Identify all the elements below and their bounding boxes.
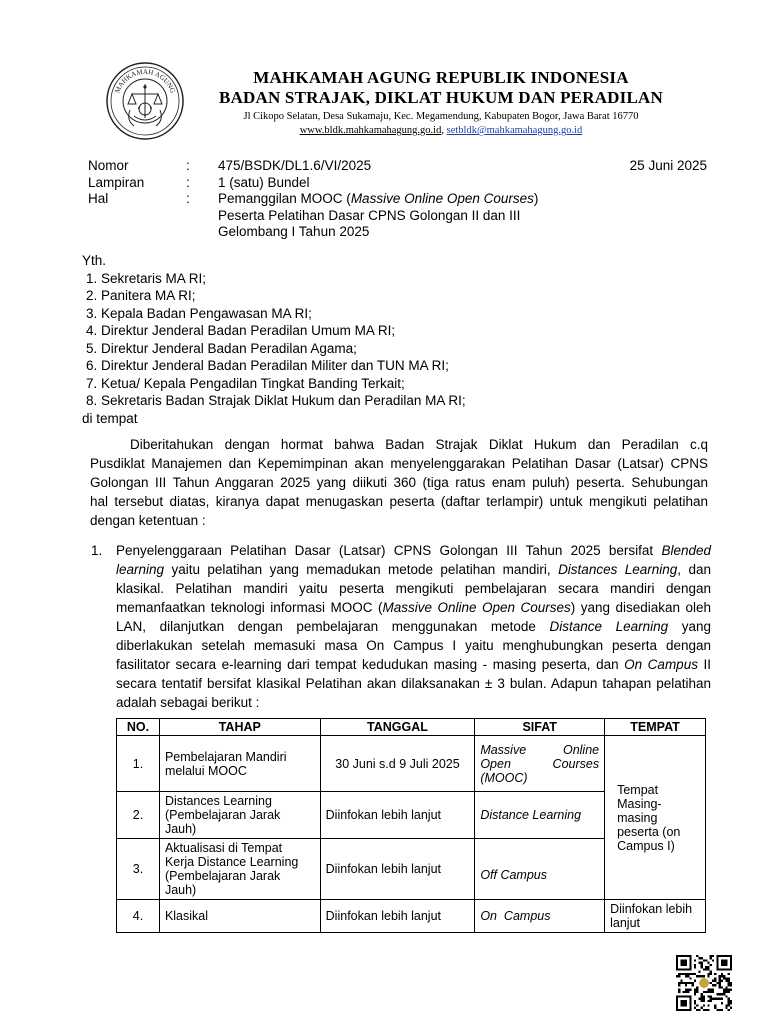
- nomor-value: 475/BSDK/DL1.6/VI/2025: [218, 158, 372, 173]
- recipient-item: 1. Sekretaris MA RI;: [101, 270, 466, 288]
- svg-text:MAHKAMAH AGUNG: MAHKAMAH AGUNG: [113, 67, 177, 95]
- recipient-item: 2. Panitera MA RI;: [101, 287, 466, 305]
- recipient-item: 4. Direktur Jenderal Badan Peradilan Umum MA RI;: [101, 322, 466, 340]
- salutation: Yth.: [82, 253, 107, 268]
- email-link[interactable]: setbldk@mahkamahagung.go.id: [446, 125, 583, 136]
- table-row: 3. Aktualisasi di Tempat Kerja Distance Learning (Pembelajaran Jarak Jauh) Diinfokan lebih lanjut Off Campus: [117, 839, 706, 900]
- header-tanggal: TANGGAL: [320, 719, 475, 736]
- lampiran-label: Lampiran: [88, 174, 145, 190]
- contact-line: [196, 124, 686, 137]
- point-number: 1.: [91, 543, 103, 558]
- table-row: 2. Distances Learning (Pembelajaran Jarak Jauh) Diinfokan lebih lanjut Distance Learning: [117, 792, 706, 839]
- tempat-merged-cell: Tempat Masing-masing peserta (on Campus I): [605, 736, 706, 900]
- address: Jl Cikopo Selatan, Desa Sukamaju, Kec. Megamendung, Kabupaten Bogor, Jawa Barat 16770: [243, 111, 639, 122]
- nomor-colon: :: [186, 158, 190, 173]
- recipient-item: 5. Direktur Jenderal Badan Peradilan Agama;: [101, 340, 466, 358]
- header-sifat: SIFAT: [475, 719, 605, 736]
- supreme-court-logo: [104, 60, 186, 142]
- hal-value: Pemanggilan MOOC (Massive Online Open Courses) Peserta Pelatihan Dasar CPNS Golongan II dan III Gelombang I Tahun 2025: [218, 191, 539, 239]
- recipient-item: 8. Sekretaris Badan Strajak Diklat Hukum dan Peradilan MA RI;: [101, 392, 466, 410]
- website-link[interactable]: www.bldk.mahkamahagung.go.id: [299, 125, 442, 136]
- stages-table: [116, 718, 706, 933]
- intro-paragraph: Diberitahukan dengan hormat bahwa Badan Strajak Diklat Hukum dan Peradilan c.q Pusdiklat Manajemen dan Kepemimpinan akan menyelenggarakan Pelatihan Dasar (Latsar) CPNS Golongan III Tahun Anggaran 2025 yang diikuti 360 (tiga ratus enam puluh) peserta. Sehubungan hal tersebut diatas, kiranya dapat menugaskan peserta (daftar terlampir) untuk mengikuti pelatihan dengan ketentuan :: [90, 437, 708, 528]
- hal-label: Hal: [88, 191, 109, 206]
- contact-separator: ,: [441, 125, 447, 136]
- header-tempat: TEMPAT: [605, 719, 706, 736]
- table-header-row: [117, 719, 706, 736]
- lampiran-value: 1 (satu) Bundel: [218, 174, 310, 190]
- nomor-label: Nomor: [88, 158, 129, 173]
- agency-name: BADAN STRAJAK, DIKLAT HUKUM DAN PERADILAN: [219, 88, 663, 107]
- header-no: NO.: [117, 719, 160, 736]
- letterhead: [196, 68, 686, 137]
- letter-date: 25 Juni 2025: [629, 158, 707, 173]
- recipient-item: 3. Kepala Badan Pengawasan MA RI;: [101, 305, 466, 323]
- qr-code: [676, 955, 732, 1011]
- table-row: 4. Klasikal Diinfokan lebih lanjut On Campus Diinfokan lebih lanjut: [117, 900, 706, 933]
- recipient-item: 6. Direktur Jenderal Badan Peradilan Militer dan TUN MA RI;: [101, 357, 466, 375]
- table-row: 1. Pembelajaran Mandiri melalui MOOC 30 Juni s.d 9 Juli 2025 Massive Online Open Courses (MOOC) Tempat Masing-masing peserta (on Campus I): [117, 736, 706, 792]
- closing: di tempat: [82, 410, 138, 426]
- point-1: 1. Penyelenggaraan Pelatihan Dasar (Latsar) CPNS Golongan III Tahun 2025 bersifat Blended learning yaitu pelatihan yang memadukan metode pelatihan mandiri, Distances Learning, dan klasikal. Pelatihan mandiri yaitu peserta mengikuti pembelajaran secara mandiri dengan memanfaatkan teknologi informasi MOOC (Massive Online Open Courses) yang disediakan oleh LAN, dilanjutkan dengan pembelajaran menggunakan metode Distance Learning yang diberlakukan setelah memasuki masa On Campus I yaitu menghubungkan peserta dengan fasilitator secara e-learning dari tempat kedudukan masing - masing peserta, dan On Campus II secara tentatif bersifat klasikal Pelatihan akan dilaksanakan ± 3 bulan. Adapun tahapan pelatihan adalah sebagai berikut :: [91, 543, 711, 710]
- header-tahap: TAHAP: [159, 719, 320, 736]
- recipient-list: [82, 270, 466, 410]
- reference-block: [88, 158, 548, 238]
- recipient-item: 7. Ketua/ Kepala Pengadilan Tingkat Banding Terkait;: [101, 375, 466, 393]
- institution-name: MAHKAMAH AGUNG REPUBLIK INDONESIA: [253, 68, 629, 87]
- recipients: [82, 252, 466, 427]
- lampiran-colon: :: [186, 174, 190, 190]
- hal-colon: :: [186, 191, 190, 206]
